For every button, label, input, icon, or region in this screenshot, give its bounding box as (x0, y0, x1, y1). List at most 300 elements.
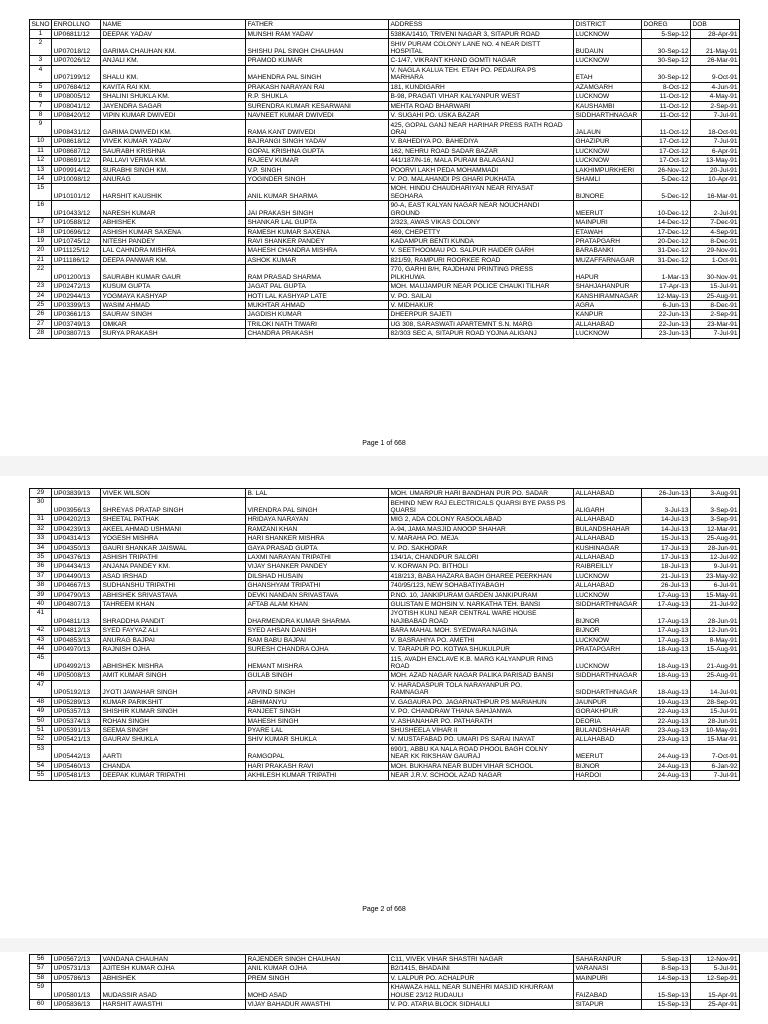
table-row (30, 165, 740, 174)
cell-slno: 42 (30, 626, 52, 635)
table-row (30, 265, 740, 282)
cell-district: MEERUT (574, 744, 642, 761)
cell-district: BARABANKI (574, 246, 642, 255)
cell-enrollno: UP08618/12 (52, 137, 101, 146)
cell-district: LUCKNOW (574, 156, 642, 165)
table-row (30, 246, 740, 255)
table-row (30, 744, 740, 761)
cell-father: SURENDRA KUMAR KESARWANI (246, 101, 389, 110)
cell-district: MAINPURI (574, 218, 642, 227)
cell-name: ABHISHEK SRIVASTAVA (101, 590, 246, 599)
col-header-doreg: DOREG (642, 20, 691, 30)
cell-dob: 28-Apr-91 (691, 30, 740, 39)
cell-address (389, 964, 574, 973)
cell-address (389, 726, 574, 735)
cell-district: BIJNOR (574, 609, 642, 626)
cell-enrollno: UP11125/12 (52, 246, 101, 255)
cell-enrollno: UP03839/13 (52, 489, 101, 498)
cell-name: GARIMA DWIVEDI KM. (101, 120, 246, 137)
cell-slno: 15 (30, 184, 52, 201)
cell-doreg: 14-Jul-13 (642, 524, 691, 533)
cell-name: SHEETAL PATHAK (101, 515, 246, 524)
cell-slno: 11 (30, 146, 52, 155)
cell-district: SIDDHARTHNAGAR (574, 599, 642, 608)
table-row (30, 645, 740, 654)
cell-doreg: 17-Jul-13 (642, 543, 691, 552)
cell-district: ALLAHABAD (574, 552, 642, 561)
table-row (30, 137, 740, 146)
cell-enrollno: UP04790/13 (52, 590, 101, 599)
cell-doreg: 14-Sep-13 (642, 973, 691, 982)
cell-name: JAYENDRA SAGAR (101, 101, 246, 110)
cell-name: ASHISH KUMAR SAXENA (101, 227, 246, 236)
cell-slno: 35 (30, 552, 52, 561)
cell-doreg: 17-Dec-12 (642, 227, 691, 236)
cell-slno: 27 (30, 319, 52, 328)
table-row (30, 218, 740, 227)
table-row (30, 680, 740, 697)
table-row (30, 654, 740, 671)
cell-slno: 40 (30, 599, 52, 608)
address-line: 162, NEHRU ROAD SADAR BAZAR (390, 147, 498, 155)
address-line: 538KA/1410, TRIVENI NAGAR 3, SITAPUR ROAD (390, 30, 540, 38)
table-row (30, 146, 740, 155)
cell-father: GAYA PRASAD GUPTA (246, 543, 389, 552)
cell-slno: 21 (30, 255, 52, 264)
address-line: 821/59, RAMPURI ROORKEE ROAD (390, 256, 501, 264)
cell-dob: 12-Sep-91 (691, 973, 740, 982)
cell-father: DEVKI NANDAN SRIVASTAVA (246, 590, 389, 599)
cell-slno: 16 (30, 201, 52, 218)
cell-enrollno: UP10101/12 (52, 184, 101, 201)
cell-district: ALLAHABAD (574, 534, 642, 543)
table-row (30, 590, 740, 599)
cell-dob: 12-Mar-91 (691, 524, 740, 533)
cell-slno: 19 (30, 237, 52, 246)
address-line: 770, GARHI B/H, RAJDHANI PRINTING PRESS (390, 266, 534, 274)
cell-address (389, 301, 574, 310)
cell-slno: 57 (30, 964, 52, 973)
cell-slno: 24 (30, 291, 52, 300)
cell-address (389, 291, 574, 300)
cell-address (389, 761, 574, 770)
cell-dob: 7-Dec-91 (691, 218, 740, 227)
cell-father: HARI PRAKASH RAVI (246, 761, 389, 770)
table-row (30, 973, 740, 982)
cell-address (389, 680, 574, 697)
cell-name: ASHISH TRIPATHI (101, 552, 246, 561)
cell-name: GAURI SHANKAR JAISWAL (101, 543, 246, 552)
cell-doreg: 30-Sep-12 (642, 56, 691, 65)
cell-father: RAVI SHANKER PANDEY (246, 237, 389, 246)
table-row (30, 609, 740, 626)
address-line: MOH. UMARPUR HARI BANDHAN PUR PO. SADAR (390, 489, 549, 497)
col-header-father: FATHER (246, 20, 389, 30)
cell-enrollno: UP08431/12 (52, 120, 101, 137)
cell-father: GOPAL KRISHNA GUPTA (246, 146, 389, 155)
cell-address (389, 671, 574, 680)
address-line: HOSPITAL (390, 47, 423, 55)
address-line: MOH. AZAD NAGAR NAGAR PALIKA PARISAD BANSI (390, 672, 554, 680)
cell-name: VIVEK KUMAR YADAV (101, 137, 246, 146)
cell-enrollno: UP08041/12 (52, 101, 101, 110)
cell-address (389, 282, 574, 291)
cell-address (389, 697, 574, 706)
cell-slno: 30 (30, 498, 52, 515)
cell-father: PREM SINGH (246, 973, 389, 982)
cell-doreg: 1-Mar-13 (642, 265, 691, 282)
cell-doreg: 5-Dec-12 (642, 174, 691, 183)
cell-slno: 50 (30, 716, 52, 725)
cell-slno: 56 (30, 955, 52, 964)
cell-name: WASIM AHMAD (101, 301, 246, 310)
cell-slno: 54 (30, 761, 52, 770)
cell-name: KUSUM GUPTA (101, 282, 246, 291)
table-row (30, 30, 740, 39)
cell-name: SHALINI SHUKLA KM. (101, 92, 246, 101)
address-line: KADAMPUR BENTI KUNDA (390, 238, 475, 246)
address-line: QUARSI (390, 506, 416, 514)
cell-district: ALIGARH (574, 498, 642, 515)
cell-enrollno: UP04853/13 (52, 635, 101, 644)
cell-doreg: 17-Oct-12 (642, 156, 691, 165)
cell-district: KANPUR (574, 310, 642, 319)
cell-doreg: 17-Aug-13 (642, 626, 691, 635)
cell-name: SAURAV SINGH (101, 310, 246, 319)
cell-address (389, 310, 574, 319)
address-line: 469, CHEPETTY (390, 228, 441, 236)
cell-name: NARESH KUMAR (101, 201, 246, 218)
cell-enrollno: UP08691/12 (52, 156, 101, 165)
cell-address (389, 156, 574, 165)
cell-father: ANIL KUMAR OJHA (246, 964, 389, 973)
cell-slno: 10 (30, 137, 52, 146)
table-row (30, 227, 740, 236)
cell-father: HEMANT MISHRA (246, 654, 389, 671)
cell-address (389, 744, 574, 761)
cell-father: MOHD ASAD (246, 983, 389, 1000)
cell-enrollno: UP05192/13 (52, 680, 101, 697)
address-line: V. PO. MALAHANDI PS GHARI PUKHATA (390, 175, 515, 183)
cell-father: VIJAY SHANKER PANDEY (246, 562, 389, 571)
cell-district: ALLAHABAD (574, 735, 642, 744)
address-line: ROAD (390, 663, 410, 671)
cell-dob: 16-Mar-91 (691, 184, 740, 201)
cell-address (389, 707, 574, 716)
cell-doreg: 22-Aug-13 (642, 707, 691, 716)
cell-address (389, 101, 574, 110)
cell-enrollno: UP07026/12 (52, 56, 101, 65)
cell-address (389, 1000, 574, 1009)
cell-district: LUCKNOW (574, 92, 642, 101)
address-line: V. PO. SAILAI (390, 292, 432, 300)
cell-enrollno: UP05460/13 (52, 761, 101, 770)
cell-father: ARVIND SINGH (246, 680, 389, 697)
header-row (30, 20, 740, 30)
table-row (30, 626, 740, 635)
cell-district: SHAHJAHANPUR (574, 282, 642, 291)
cell-doreg: 31-Dec-12 (642, 246, 691, 255)
cell-district: SIDDHARTHNAGAR (574, 680, 642, 697)
cell-district: BIJNORE (574, 184, 642, 201)
cell-dob: 12-Jul-92 (691, 552, 740, 561)
table-row (30, 697, 740, 706)
cell-doreg: 24-Aug-13 (642, 744, 691, 761)
table-row (30, 581, 740, 590)
cell-district: LAKHIMPURKHERI (574, 165, 642, 174)
cell-district: LUCKNOW (574, 30, 642, 39)
address-line: SEOHARA (390, 192, 423, 200)
cell-dob: 23-May-92 (691, 571, 740, 580)
cell-father: SYED AHSAN DANISH (246, 626, 389, 635)
cell-slno: 37 (30, 571, 52, 580)
cell-enrollno: UP05391/13 (52, 726, 101, 735)
cell-address (389, 137, 574, 146)
cell-name: AARTI (101, 744, 246, 761)
cell-father: GULAB SINGH (246, 671, 389, 680)
table-row (30, 255, 740, 264)
cell-address (389, 571, 574, 580)
cell-address (389, 515, 574, 524)
address-line: 441/187/N-16, MALA PURAM BALAGANJ (390, 157, 514, 165)
table-row (30, 543, 740, 552)
cell-name: SHISHIR KUMAR SINGH (101, 707, 246, 716)
cell-address (389, 82, 574, 91)
cell-slno: 34 (30, 543, 52, 552)
cell-father: MUNSHI RAM YADAV (246, 30, 389, 39)
cell-dob: 14-Jul-91 (691, 680, 740, 697)
cell-address (389, 227, 574, 236)
cell-doreg: 17-Jul-13 (642, 552, 691, 561)
cell-father: PRAMOD KUMAR (246, 56, 389, 65)
cell-slno: 33 (30, 534, 52, 543)
table-row (30, 964, 740, 973)
cell-dob: 12-Jun-91 (691, 626, 740, 635)
cell-slno: 58 (30, 973, 52, 982)
address-line: P.NO. 10, JANKIPURAM GARDEN JANKIPURAM (390, 591, 538, 599)
cell-address (389, 534, 574, 543)
cell-slno: 49 (30, 707, 52, 716)
address-line: V. MUSTAFABAD PO. UMARI PS SARAI INAYAT (390, 736, 535, 744)
table-row (30, 39, 740, 56)
cell-district: SHAMLI (574, 174, 642, 183)
cell-dob: 30-Nov-91 (691, 265, 740, 282)
cell-slno: 8 (30, 110, 52, 119)
address-line: POORVI LAKH PEDA MOHAMMADI (390, 166, 499, 174)
cell-address (389, 265, 574, 282)
cell-slno: 36 (30, 562, 52, 571)
cell-name: MUDASSIR ASAD (101, 983, 246, 1000)
cell-dob: 7-Jul-91 (691, 771, 740, 780)
cell-name: ANURAG BAJPAI (101, 635, 246, 644)
cell-dob: 25-Apr-91 (691, 1000, 740, 1009)
cell-father: RAJENDER SINGH CHAUHAN (246, 955, 389, 964)
table-row (30, 329, 740, 338)
cell-address (389, 973, 574, 982)
cell-doreg: 26-Jul-13 (642, 581, 691, 590)
cell-slno: 14 (30, 174, 52, 183)
address-line: C11, VIVEK VIHAR SHASTRI NAGAR (390, 955, 503, 963)
address-line: V. PO. SAKHOPAR (390, 544, 448, 552)
cell-dob: 15-Apr-91 (691, 983, 740, 1000)
cell-slno: 53 (30, 744, 52, 761)
cell-enrollno: UP06811/12 (52, 30, 101, 39)
cell-address (389, 237, 574, 246)
cell-enrollno: UP05357/13 (52, 707, 101, 716)
cell-district: RAIBREILLY (574, 562, 642, 571)
cell-dob: 25-Aug-91 (691, 671, 740, 680)
cell-name: KUMAR PARIKSHIT (101, 697, 246, 706)
cell-address (389, 599, 574, 608)
cell-doreg: 15-Sep-13 (642, 1000, 691, 1009)
cell-name: KAVITA RAI KM. (101, 82, 246, 91)
cell-slno: 22 (30, 265, 52, 282)
cell-address (389, 552, 574, 561)
cell-name: ROHAN SINGH (101, 716, 246, 725)
table-row (30, 184, 740, 201)
cell-address (389, 524, 574, 533)
cell-slno: 17 (30, 218, 52, 227)
cell-name: CHANDA (101, 761, 246, 770)
cell-address (389, 590, 574, 599)
cell-father: RAMZANI KHAN (246, 524, 389, 533)
cell-dob: 6-Jul-91 (691, 581, 740, 590)
cell-name: LAL CAHNDRA MISHRA (101, 246, 246, 255)
cell-name: SEEMA SINGH (101, 726, 246, 735)
cell-enrollno: UP04667/13 (52, 581, 101, 590)
cell-district: GORAKHPUR (574, 707, 642, 716)
cell-father: RAMESH KUMAR SAXENA (246, 227, 389, 236)
cell-name: SUDHANSHU TRIPATHI (101, 581, 246, 590)
cell-doreg: 11-Oct-12 (642, 110, 691, 119)
cell-slno: 3 (30, 56, 52, 65)
cell-dob: 10-Apr-91 (691, 174, 740, 183)
cell-doreg: 17-Oct-12 (642, 137, 691, 146)
cell-name: DEEPAK KUMAR TRIPATHI (101, 771, 246, 780)
cell-father: GHANSHYAM TRIPATHI (246, 581, 389, 590)
address-line: 690/1, ABBU KA NALA ROAD PHOOL BAGH COLNY (390, 746, 548, 753)
cell-father: MAHESH CHANDRA MISHRA (246, 246, 389, 255)
address-line: V. SEETHOOMAU PO. SALPUR HAIDER GARH (390, 247, 534, 255)
cell-district: JAUNPUR (574, 697, 642, 706)
address-line: MOH. MAUJAMPUR NEAR POLICE CHAUKI TILHAR (390, 283, 550, 291)
cell-slno: 12 (30, 156, 52, 165)
cell-father: RAM BABU BAJPAI (246, 635, 389, 644)
cell-district: KANSHIRAMNAGAR (574, 291, 642, 300)
cell-name: ASAD IRSHAD (101, 571, 246, 580)
cell-district: BULANDSHAHAR (574, 726, 642, 735)
cell-name: ANJANA PANDEY KM. (101, 562, 246, 571)
cell-dob: 25-Aug-91 (691, 291, 740, 300)
cell-district: MAINPURI (574, 973, 642, 982)
cell-doreg: 15-Jul-13 (642, 534, 691, 543)
cell-enrollno: UP04490/13 (52, 571, 101, 580)
cell-name: SHRADDHA PANDIT (101, 609, 246, 626)
table-row (30, 92, 740, 101)
cell-dob: 9-Oct-91 (691, 65, 740, 82)
cell-dob: 28-Jun-91 (691, 543, 740, 552)
cell-enrollno: UP03661/13 (52, 310, 101, 319)
table-row (30, 983, 740, 1000)
cell-doreg: 18-Aug-13 (642, 645, 691, 654)
cell-dob: 5-Jul-91 (691, 964, 740, 973)
cell-doreg: 26-Nov-12 (642, 165, 691, 174)
cell-slno: 18 (30, 227, 52, 236)
cell-enrollno: UP10098/12 (52, 174, 101, 183)
cell-slno: 52 (30, 735, 52, 744)
cell-district: BIJNOR (574, 761, 642, 770)
cell-enrollno: UP05442/13 (52, 744, 101, 761)
cell-father: LAXMI NARAYAN TRIPATHI (246, 552, 389, 561)
cell-address (389, 626, 574, 635)
address-line: V. KORWAN PO. BITHOLI (390, 563, 468, 571)
cell-father: DILSHAD HUSAIN (246, 571, 389, 580)
cell-father: SURESH CHANDRA OJHA (246, 645, 389, 654)
cell-father: PRAKASH NARAYAN RAI (246, 82, 389, 91)
cell-slno: 26 (30, 310, 52, 319)
table-row (30, 571, 740, 580)
cell-address (389, 716, 574, 725)
address-line: 134/1A, CHANDPUR SALORI (390, 553, 479, 561)
cell-father: MUKHTAR AHMAD (246, 301, 389, 310)
col-header-name: NAME (101, 20, 246, 30)
cell-name: HARSHIT KAUSHIK (101, 184, 246, 201)
cell-enrollno: UP08687/12 (52, 146, 101, 155)
cell-dob: 2-Sep-91 (691, 310, 740, 319)
cell-dob: 6-Apr-91 (691, 146, 740, 155)
cell-name: VIVEK WILSON (101, 489, 246, 498)
address-line: 418/213, BABA HAZARA BAGH GHAREE PEERKHAN (390, 572, 552, 580)
cell-slno: 32 (30, 524, 52, 533)
cell-district: GHAZIPUR (574, 137, 642, 146)
cell-enrollno: UP05421/13 (52, 735, 101, 744)
cell-slno: 23 (30, 282, 52, 291)
cell-address (389, 255, 574, 264)
cell-district: BUDAUN (574, 39, 642, 56)
cell-slno: 29 (30, 489, 52, 498)
cell-father: YOGINDER SINGH (246, 174, 389, 183)
cell-name: ANJALI KM. (101, 56, 246, 65)
cell-district: KUSHINAGAR (574, 543, 642, 552)
address-line: 181, KUNDIGARH (390, 83, 445, 91)
address-line: KHAWAZA HALL NEAR SUNEHRI MASJID KHURRAM (390, 984, 554, 992)
cell-dob: 23-Mar-91 (691, 319, 740, 328)
cell-enrollno: UP03807/13 (52, 329, 101, 338)
cell-name: AMIT KUMAR SINGH (101, 671, 246, 680)
cell-slno: 9 (30, 120, 52, 137)
cell-father: MAHESH SINGH (246, 716, 389, 725)
cell-doreg: 23-Jun-13 (642, 329, 691, 338)
cell-doreg: 11-Oct-12 (642, 120, 691, 137)
cell-enrollno: UP04202/13 (52, 515, 101, 524)
address-line: A-94, JAMA MASJID ANOOP SHAHAR (390, 525, 506, 533)
cell-address (389, 955, 574, 964)
cell-doreg: 23-Aug-13 (642, 726, 691, 735)
cell-enrollno: UP01200/13 (52, 265, 101, 282)
cell-father: CHANDRA PRAKASH (246, 329, 389, 338)
cell-doreg: 5-Dec-12 (642, 184, 691, 201)
cell-name: SURYA PRAKASH (101, 329, 246, 338)
cell-address (389, 110, 574, 119)
cell-doreg: 17-Oct-12 (642, 146, 691, 155)
cell-father: ABHIMANYU (246, 697, 389, 706)
cell-dob: 15-Aug-91 (691, 645, 740, 654)
cell-address (389, 581, 574, 590)
cell-dob: 15-May-91 (691, 590, 740, 599)
cell-slno: 44 (30, 645, 52, 654)
cell-father: HRIDAYA NARAYAN (246, 515, 389, 524)
col-header-address: ADDRESS (389, 20, 574, 30)
